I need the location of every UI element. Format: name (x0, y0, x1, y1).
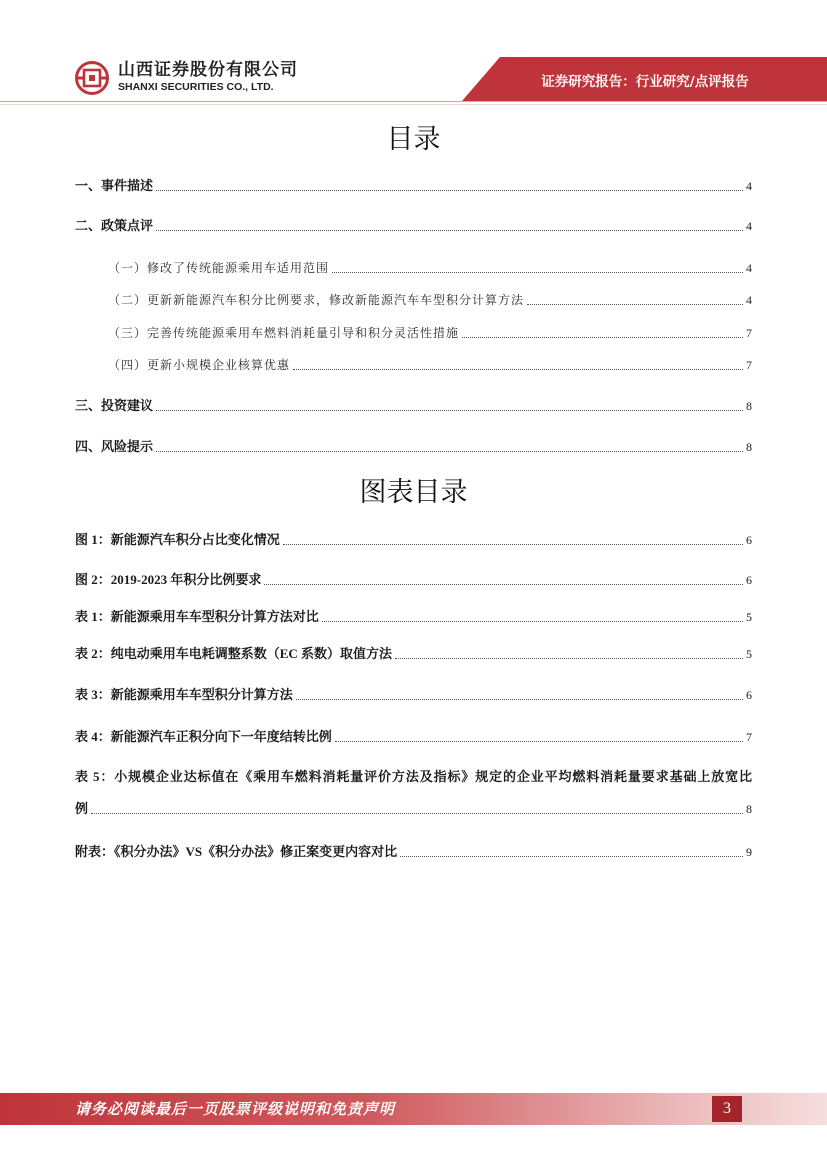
toc-entry[interactable] (75, 397, 752, 415)
figure-entry-label: 表 1：新能源乘用车车型积分计算方法对比 (75, 609, 319, 624)
dot-leader (296, 699, 743, 700)
dot-leader (335, 741, 743, 742)
toc-entry-label: （一）修改了传统能源乘用车适用范围 (108, 261, 330, 275)
figure-entry-label: 表 4：新能源汽车正积分向下一年度结转比例 (75, 729, 332, 744)
figure-list-entry[interactable] (75, 843, 752, 861)
toc-subentry[interactable] (108, 324, 752, 342)
toc-entry-page: 4 (746, 179, 752, 193)
toc-entry-page: 7 (746, 326, 752, 340)
figure-entry-page: 6 (746, 688, 752, 702)
toc-entry[interactable] (75, 177, 752, 195)
toc-subentry[interactable] (108, 291, 752, 309)
toc-entry-page: 8 (746, 440, 752, 454)
footer-disclaimer: 请务必阅读最后一页股票评级说明和免责声明 (75, 1100, 396, 1118)
figure-entry-label[interactable]: 表 5：小规模企业达标值在《乘用车燃料消耗量评价方法及指标》规定的企业平均燃料消耗量要求基础上放宽比 (75, 769, 752, 784)
figure-entry-page: 9 (746, 845, 752, 859)
dot-leader (91, 813, 743, 814)
dot-leader (156, 190, 743, 191)
toc-entry-page: 4 (746, 219, 752, 233)
figure-entry-label: 表 2：纯电动乘用车电耗调整系数（EC 系数）取值方法 (75, 646, 393, 661)
toc-entry-label: 三、投资建议 (75, 398, 154, 413)
toc-entry-page: 7 (746, 358, 752, 372)
toc-entry-label: （四）更新小规模企业核算优惠 (108, 358, 291, 372)
figure-list-entry[interactable] (75, 800, 752, 818)
figure-list-entry[interactable] (75, 571, 752, 589)
toc-entry-page: 8 (746, 399, 752, 413)
toc-entry[interactable] (75, 438, 752, 456)
figure-list-entry[interactable] (75, 686, 752, 704)
page-number: 3 (712, 1096, 742, 1122)
toc-entry-label: （三）完善传统能源乘用车燃料消耗量引导和积分灵活性措施 (108, 326, 460, 340)
figure-entry-page: 6 (746, 533, 752, 547)
figure-entry-page: 7 (746, 730, 752, 744)
dot-leader (293, 369, 743, 370)
figure-entry-page: 5 (746, 610, 752, 624)
toc-title: 目录 (386, 124, 441, 155)
dot-leader (264, 584, 743, 585)
header-divider (0, 101, 827, 102)
dot-leader (400, 856, 743, 857)
figure-entry-label: 附表：《积分办法》VS《积分办法》修正案变更内容对比 (75, 844, 398, 859)
figure-entry-page: 6 (746, 573, 752, 587)
toc-entry-page: 4 (746, 293, 752, 307)
figure-list-entry[interactable] (75, 728, 752, 746)
figure-entry-page: 8 (746, 802, 752, 816)
company-name-en: SHANXI SECURITIES CO., LTD. (118, 81, 274, 93)
toc-subentry[interactable] (108, 259, 752, 277)
dot-leader (462, 337, 743, 338)
dot-leader (156, 230, 743, 231)
dot-leader (395, 658, 743, 659)
figure-entry-label: 表 3：新能源乘用车车型积分计算方法 (75, 687, 293, 702)
toc-entry-label: 一、事件描述 (75, 178, 154, 193)
figure-entry-label: 图 2：2019-2023 年积分比例要求 (75, 572, 262, 587)
figure-entry-label-continued: 例 (75, 801, 89, 816)
toc-subentry[interactable] (108, 356, 752, 374)
figure-entry-label: 图 1：新能源汽车积分占比变化情况 (75, 532, 280, 547)
figure-list-entry[interactable] (75, 531, 752, 549)
dot-leader (156, 451, 743, 452)
dot-leader (156, 410, 743, 411)
dot-leader (332, 272, 743, 273)
toc-entry-label: （二）更新新能源汽车积分比例要求，修改新能源汽车车型积分计算方法 (108, 293, 525, 307)
company-name-cn: 山西证券股份有限公司 (118, 60, 298, 80)
figure-list-entry[interactable] (75, 645, 752, 663)
figure-list-entry[interactable] (75, 608, 752, 626)
toc-entry[interactable] (75, 217, 752, 235)
figure-list-title: 图表目录 (359, 477, 468, 508)
dot-leader (283, 544, 743, 545)
report-type-label: 证券研究报告：行业研究/点评报告 (541, 74, 749, 90)
toc-entry-label: 四、风险提示 (75, 439, 154, 454)
toc-entry-page: 4 (746, 261, 752, 275)
dot-leader (322, 621, 743, 622)
figure-entry-page: 5 (746, 647, 752, 661)
header-divider-light (0, 104, 827, 105)
dot-leader (527, 304, 743, 305)
toc-entry-label: 二、政策点评 (75, 218, 154, 233)
